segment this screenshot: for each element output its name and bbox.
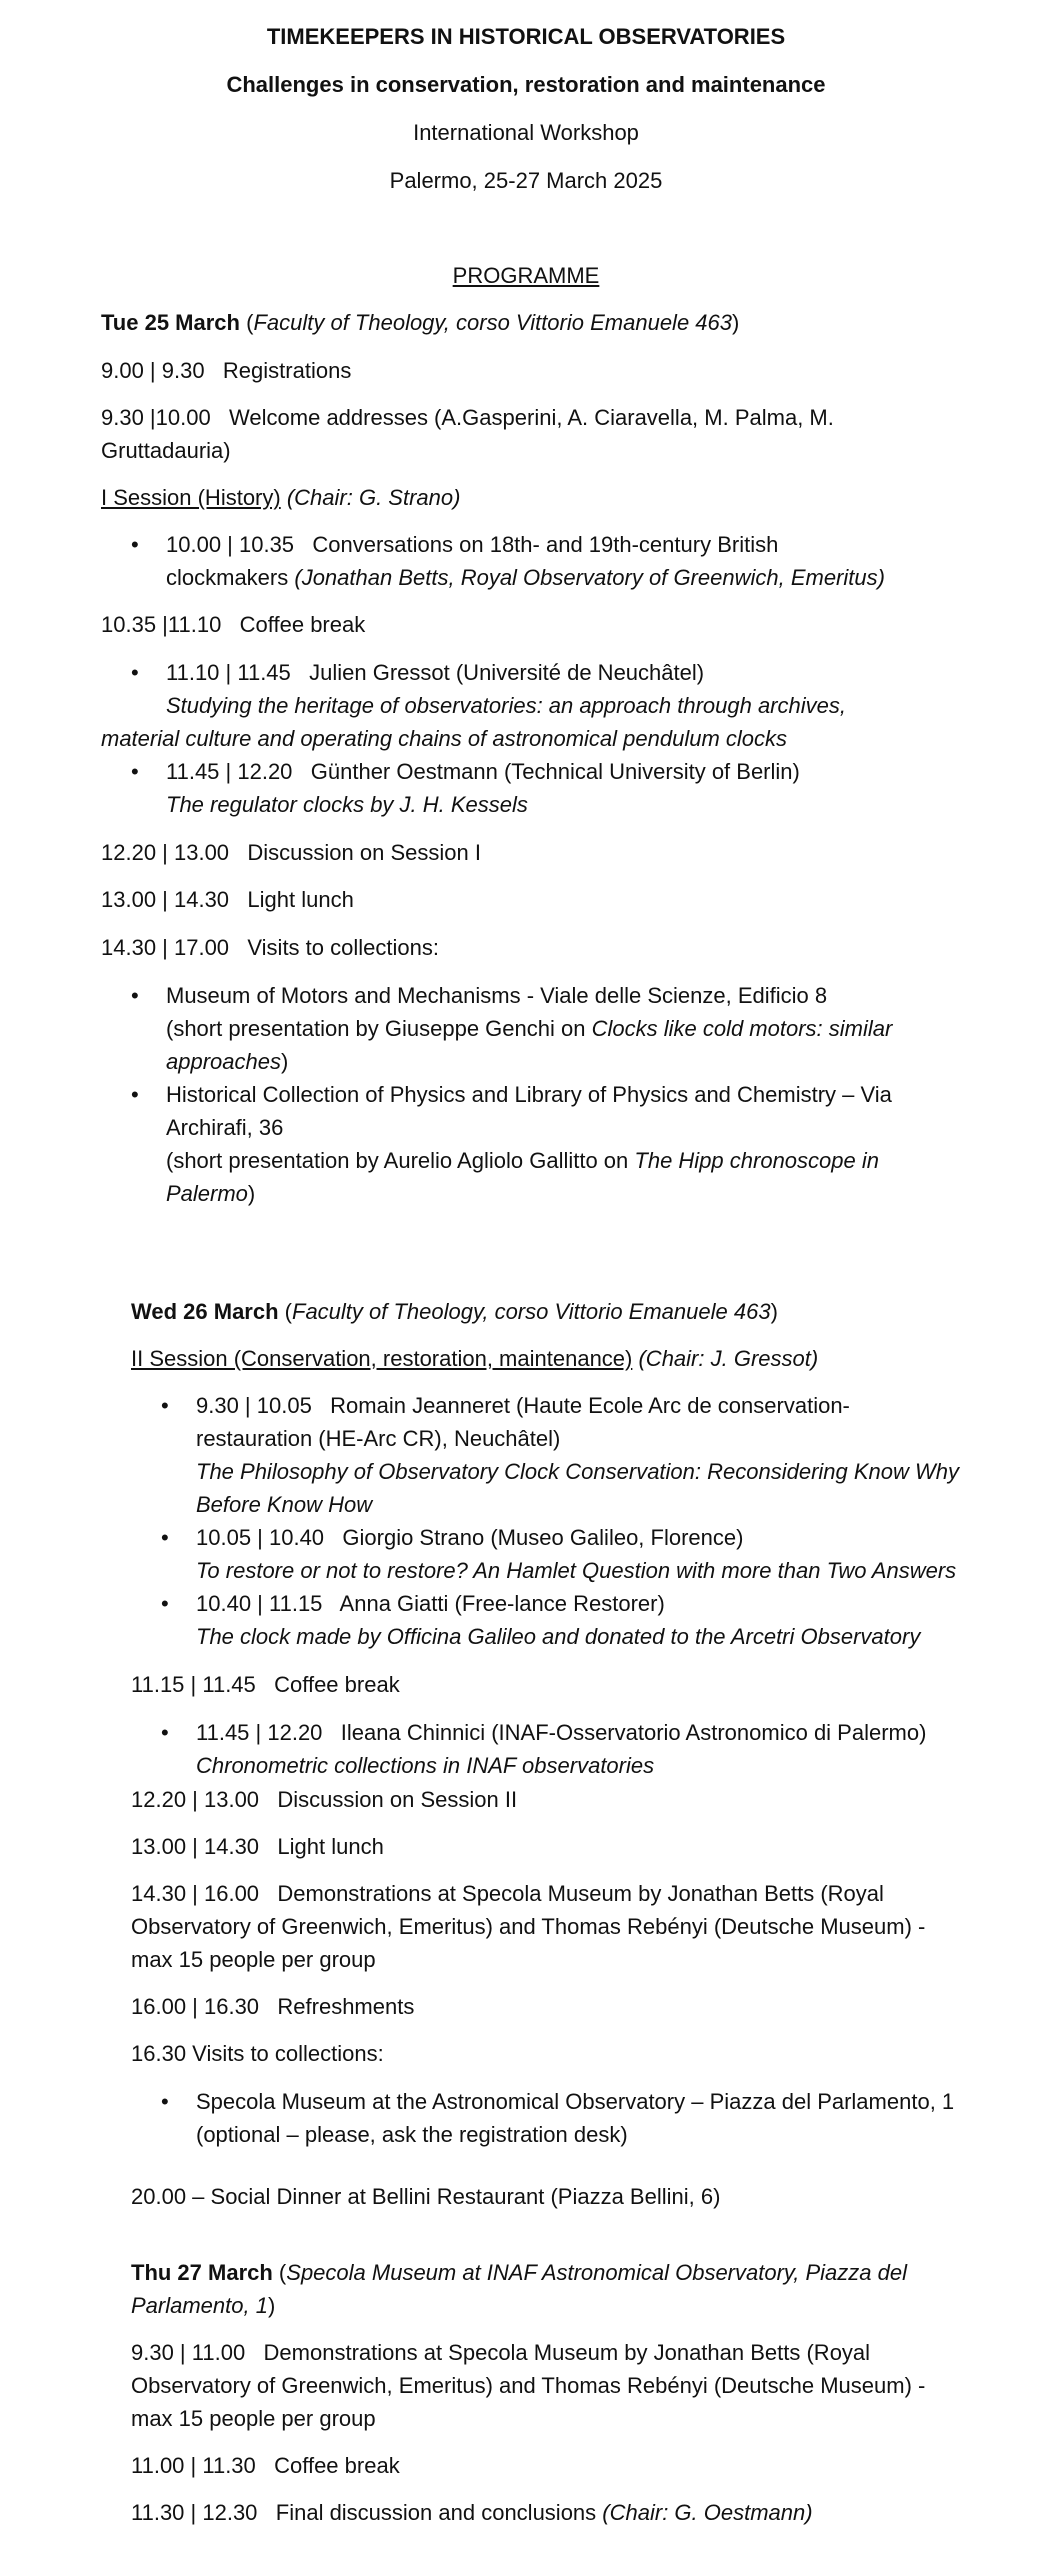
demo-row-cont: Observatory of Greenwich, Emeritus) and Thomas Rebényi (Deutsche Museum) -: [131, 2373, 926, 2398]
speaker: Günther Oestmann (Technical University of Berlin): [310, 759, 800, 784]
session-title: II Session (Conservation, restoration, maintenance): [131, 1346, 633, 1371]
time: 11.00 | 11.30: [131, 2453, 256, 2478]
lunch-row: [131, 1830, 1012, 1863]
visit-place-cont: Archirafi, 36: [166, 1115, 284, 1140]
workshop-subtitle: Challenges in conservation, restoration and maintenance: [226, 72, 826, 97]
venue: Faculty of Theology, corso Vittorio Emanuele 463: [253, 310, 732, 335]
time: 10.05 | 10.40: [196, 1525, 325, 1550]
talk-title-cont: Before Know How: [196, 1492, 373, 1517]
activity: Light lunch: [277, 1834, 384, 1859]
time: 11.45 | 12.20: [166, 759, 293, 784]
time: 9.30 |10.00: [101, 405, 211, 430]
time: 9.00 | 9.30: [101, 358, 205, 383]
session2-heading: [131, 1342, 1012, 1375]
time: 12.20 | 13.00: [101, 840, 230, 865]
coffee-row: [131, 2449, 1012, 2482]
visit-place: Historical Collection of Physics and Library of Physics and Chemistry – Via: [166, 1082, 892, 1107]
welcome-row: [101, 401, 1012, 434]
venue-cont: Parlamento, 1: [131, 2293, 268, 2318]
coffee-row: [101, 608, 1012, 641]
day2-heading: Wed 26 March (Faculty of Theology, corso Vittorio Emanuele 463): [131, 1299, 778, 1324]
talk-title-cont: material culture and operating chains of astronomical pendulum clocks: [101, 726, 788, 751]
visits-list: [131, 2085, 1012, 2151]
speaker: Ileana Chinnici (INAF-Osservatorio Astronomico di Palermo): [340, 1720, 927, 1745]
chair: (Chair: G. Oestmann): [602, 2500, 813, 2525]
time: 10.35 |11.10: [101, 612, 222, 637]
lunch-row: [101, 883, 1012, 916]
time: 16.00 | 16.30: [131, 1994, 260, 2019]
visit-place: Specola Museum at the Astronomical Observatory – Piazza del Parlamento, 1: [196, 2089, 955, 2114]
day1-heading: Tue 25 March (Faculty of Theology, corso Vittorio Emanuele 463): [101, 310, 740, 335]
talk-item: [101, 755, 1012, 821]
venue: Faculty of Theology, corso Vittorio Emanuele 463: [292, 1299, 771, 1324]
time: 10.40 | 11.15: [196, 1591, 323, 1616]
day3-heading-cont: Parlamento, 1): [131, 2293, 276, 2318]
time: 11.45 | 12.20: [196, 1720, 323, 1745]
day3-heading: Thu 27 March (Specola Museum at INAF Astronomical Observatory, Piazza del: [131, 2260, 908, 2285]
final-row: [131, 2496, 1012, 2529]
day-label: Tue 25 March: [101, 310, 240, 335]
visit-place: Museum of Motors and Mechanisms - Viale delle Scienze, Edificio 8: [166, 983, 828, 1008]
talk-title: The Philosophy of Observatory Clock Conservation: Reconsidering Know Why: [196, 1459, 960, 1484]
time: 12.20 | 13.00: [131, 1787, 260, 1812]
session2-talks-a: [131, 1389, 1012, 1653]
talk-item: [131, 1587, 1012, 1653]
speaker: Romain Jeanneret (Haute Ecole Arc de conservation-: [330, 1393, 850, 1418]
day-label: Thu 27 March: [131, 2260, 273, 2285]
time: 14.30 | 16.00: [131, 1881, 260, 1906]
session1-talks-a: [101, 528, 1012, 594]
talk-title: Chronometric collections in INAF observatories: [196, 1753, 655, 1778]
visit-item: • Museum of Motors and Mechanisms - Viale delle Scienze, Edificio 8 (short presentation by Giuseppe Genchi on Clocks like cold motors: similar approaches): [101, 979, 1012, 1078]
visit-note: (optional – please, ask the registration desk): [196, 2122, 628, 2147]
session-title: I Session (History): [101, 485, 281, 510]
session1-heading: [101, 481, 1012, 514]
visit-note: (short presentation by Aurelio Agliolo Gallitto on: [166, 1148, 635, 1173]
talk-title: The regulator clocks by J. H. Kessels: [166, 792, 528, 817]
activity: Coffee break: [274, 1672, 400, 1697]
workshop-title: TIMEKEEPERS IN HISTORICAL OBSERVATORIES: [266, 24, 786, 49]
speaker: Julien Gressot (Université de Neuchâtel): [309, 660, 705, 685]
visit-item: [131, 2085, 1012, 2151]
chair: (Chair: J. Gressot): [638, 1346, 819, 1371]
time: 13.00 | 14.30: [101, 887, 230, 912]
registrations-row: [101, 354, 1012, 387]
visit-note: (short presentation by Giuseppe Genchi on: [166, 1016, 592, 1041]
activity: Welcome addresses (A.Gasperini, A. Ciaravella, M. Palma, M.: [229, 405, 834, 430]
talk-title: Studying the heritage of observatories: an approach through archives,: [166, 693, 846, 718]
venue: Specola Museum at INAF Astronomical Observatory, Piazza del: [286, 2260, 908, 2285]
refreshments-row: [131, 1990, 1012, 2023]
demo-row: [131, 2336, 1012, 2369]
activity: Light lunch: [247, 887, 354, 912]
activity: Coffee break: [274, 2453, 400, 2478]
talk-title: The clock made by Officina Galileo and donated to the Arcetri Observatory: [196, 1624, 921, 1649]
talk-item: [101, 528, 1012, 594]
visits-row: 16.30 Visits to collections:: [131, 2041, 384, 2066]
talk-title-cont: clockmakers: [166, 565, 289, 590]
talk-title: To restore or not to restore? An Hamlet Question with more than Two Answers: [196, 1558, 957, 1583]
programme-heading: PROGRAMME: [452, 263, 600, 288]
time: 13.00 | 14.30: [131, 1834, 260, 1859]
time: 9.30 | 11.00: [131, 2340, 246, 2365]
presentation-title: Clocks like cold motors: similar: [591, 1016, 893, 1041]
presentation-title-cont: Palermo: [166, 1181, 248, 1206]
time: 11.15 | 11.45: [131, 1672, 256, 1697]
place-date: Palermo, 25-27 March 2025: [389, 168, 663, 193]
time: 10.00 | 10.35: [166, 532, 295, 557]
session2-talks-b: [131, 1716, 1012, 1782]
demo-row-cont: Observatory of Greenwich, Emeritus) and Thomas Rebényi (Deutsche Museum) -: [131, 1914, 926, 1939]
talk-item: [131, 1716, 1012, 1782]
discussion-row: [101, 836, 1012, 869]
time: 9.30 | 10.05: [196, 1393, 312, 1418]
session1-talks-c: [101, 755, 1012, 821]
presentation-title: The Hipp chronoscope in: [634, 1148, 879, 1173]
talk-item: [131, 1521, 1012, 1587]
demo-row: [131, 1877, 1012, 1910]
talk-title: Conversations on 18th- and 19th-century British: [312, 532, 779, 557]
visit-item: • Historical Collection of Physics and Library of Physics and Chemistry – Via Archirafi, 36 (short presentation by Aurelio Agliolo Gallitto on The Hipp chronoscope in Palermo): [101, 1078, 1012, 1210]
activity: Coffee break: [239, 612, 366, 637]
discussion-row: [131, 1783, 1012, 1816]
speaker: Giorgio Strano (Museo Galileo, Florence): [342, 1525, 744, 1550]
session1-talks-b: [101, 656, 1012, 689]
day-label: Wed 26 March: [131, 1299, 279, 1324]
demo-row-cont: max 15 people per group: [131, 2406, 376, 2431]
welcome-row-cont: Gruttadauria): [101, 438, 231, 463]
activity: Final discussion and conclusions: [275, 2500, 597, 2525]
coffee-row: [131, 1668, 1012, 1701]
time: 11.10 | 11.45: [166, 660, 291, 685]
activity: Visits to collections:: [247, 935, 439, 960]
demo-row-cont: max 15 people per group: [131, 1947, 376, 1972]
activity: Discussion on Session I: [247, 840, 481, 865]
dinner-row: 20.00 – Social Dinner at Bellini Restaurant (Piazza Bellini, 6): [131, 2184, 721, 2209]
activity: Refreshments: [277, 1994, 415, 2019]
time: 11.30 | 12.30: [131, 2500, 258, 2525]
speaker-cont: restauration (HE-Arc CR), Neuchâtel): [196, 1426, 561, 1451]
activity: Demonstrations at Specola Museum by Jonathan Betts (Royal: [263, 2340, 871, 2365]
speaker: (Jonathan Betts, Royal Observatory of Greenwich, Emeritus): [294, 565, 885, 590]
activity: Discussion on Session II: [277, 1787, 518, 1812]
time: 14.30 | 17.00: [101, 935, 230, 960]
speaker: Anna Giatti (Free-lance Restorer): [339, 1591, 665, 1616]
talk-item: [131, 1389, 1012, 1521]
activity: Demonstrations at Specola Museum by Jonathan Betts (Royal: [277, 1881, 884, 1906]
talk-item: [101, 656, 1012, 689]
activity: Registrations: [222, 358, 352, 383]
visits-list: [101, 979, 1012, 1210]
visits-row: [101, 931, 1012, 964]
event-type: International Workshop: [413, 120, 639, 145]
chair: (Chair: G. Strano): [286, 485, 461, 510]
presentation-title-cont: approaches: [166, 1049, 281, 1074]
